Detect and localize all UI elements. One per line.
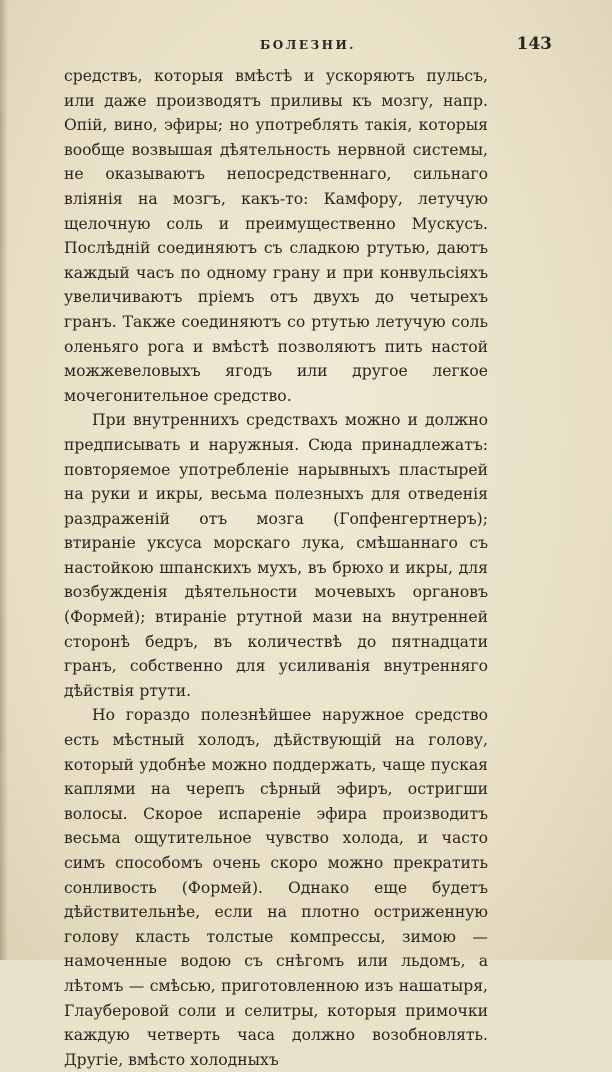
paragraph-2: При внутреннихъ средствахъ можно и должно предписывать и наружныя. Сюда принадлежатъ: повторяемое употребленіе нарывныхъ пластырей на руки и икры, весьма полезныхъ для отведенія раздраженій отъ мозга (Гопфенгертнеръ); втираніе уксуса морскаго лука, смѣшаннаго съ настойкою шпанскихъ мухъ, въ брюхо и икры, для возбужденія дѣятельности мочевыхъ органовъ (Формей); втираніе ртутной мази на внутренней сторонѣ бедръ, въ количествѣ до пятнадцати гранъ, собственно для усиливанія внутренняго дѣйствія ртути. <box>64 411 488 700</box>
page-header <box>64 34 552 62</box>
binding-shadow <box>0 0 8 960</box>
body-text <box>64 64 488 1072</box>
running-head: БОЛЕЗНИ. <box>260 38 356 52</box>
page-number: 143 <box>516 34 552 54</box>
paragraph-1: средствъ, которыя вмѣстѣ и ускоряютъ пульсъ, или даже производятъ приливы къ мозгу, напр. Опій, вино, эфиры; но употреблять такія, которыя вообще возвышая дѣятельность нервной системы, не оказываютъ непосредственнаго, сильнаго вліянія на мозгъ, какъ-то: Камфору, летучую щелочную соль и преимущественно Мускусъ. Послѣдній соединяютъ съ сладкою ртутью, даютъ каждый часъ по одному грану и при конвульсіяхъ увеличиваютъ пріемъ отъ двухъ до четырехъ гранъ. Также соединяютъ со ртутью летучую соль оленьяго рога и вмѣстѣ позволяютъ пить настой можжевеловыхъ ягодъ или другое легкое мочегонительное средство. <box>64 67 488 405</box>
paragraph-3: Но гораздо полезнѣйшее наружное средство есть мѣстный холодъ, дѣйствующій на голову, который удобнѣе можно поддержать, чаще пуская каплями на черепъ сѣрный эфиръ, остригши волосы. Скорое испареніе эфира производитъ весьма ощутительное чувство холода, и часто симъ способомъ очень скоро можно прекратить сонливость (Формей). Однако еще будетъ дѣйствительнѣе, если на плотно остриженную голову класть толстые компрессы, зимою — намоченные водою съ снѣгомъ или льдомъ, а лѣтомъ — смѣсью, приготовленною изъ нашатыря, Глауберовой соли и селитры, которыя примочки каждую четверть часа должно возобновлять. Другіе, вмѣсто холодныхъ <box>64 706 488 1069</box>
